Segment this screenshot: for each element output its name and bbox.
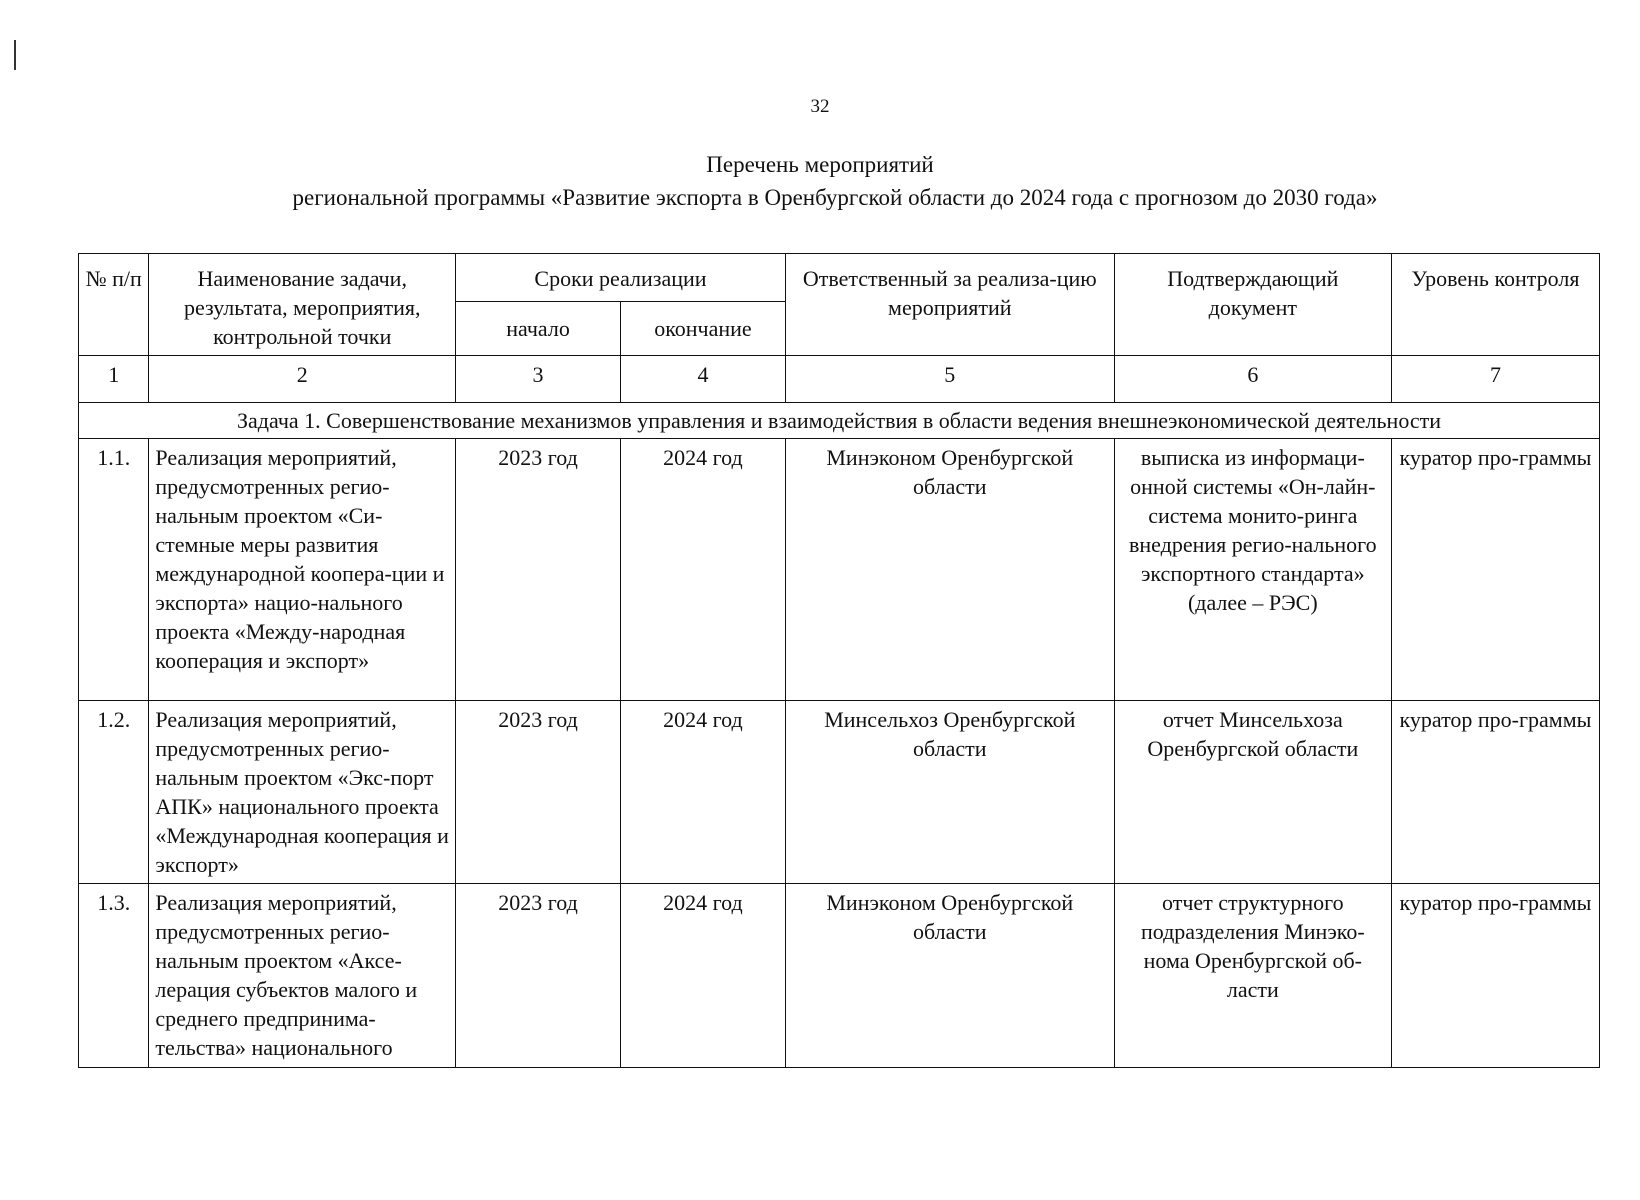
document-title xyxy=(0,148,1640,214)
task-title: Задача 1. Совершенствование механизмов управления и взаимодействия в области ведения внешнеэкономической деятельности xyxy=(79,403,1600,439)
scan-edge-mark xyxy=(14,40,16,70)
column-number: 4 xyxy=(621,356,786,403)
row-document: выписка из информаци-онной системы «Он-лайн-система монито-ринга внедрения регио-нального экспортного стандарта» (далее – РЭС) xyxy=(1114,439,1391,701)
table-row xyxy=(79,884,1600,1068)
row-control: куратор про-граммы xyxy=(1391,701,1599,884)
page-number: 32 xyxy=(810,96,830,117)
row-start: 2023 год xyxy=(456,884,621,1068)
column-number: 7 xyxy=(1391,356,1599,403)
row-start: 2023 год xyxy=(456,701,621,884)
row-number: 1.1. xyxy=(79,439,149,701)
row-name: Реализация мероприятий, предусмотренных регио-нальным проектом «Си-стемные меры развития международной коопера-ции и экспорта» нацио-нального проекта «Между-народная кооперация и экспорт» xyxy=(149,439,456,701)
row-number: 1.2. xyxy=(79,701,149,884)
task-row xyxy=(79,403,1600,439)
row-end: 2024 год xyxy=(621,701,786,884)
row-number: 1.3. xyxy=(79,884,149,1068)
column-number: 6 xyxy=(1114,356,1391,403)
row-responsible: Минэконом Оренбургской области xyxy=(785,884,1114,1068)
row-end: 2024 год xyxy=(621,439,786,701)
row-document: отчет Минсельхоза Оренбургской области xyxy=(1114,701,1391,884)
table-header-row xyxy=(79,254,1600,302)
header-end: окончание xyxy=(621,301,786,355)
column-number: 1 xyxy=(79,356,149,403)
table-row xyxy=(79,439,1600,701)
table-row xyxy=(79,701,1600,884)
column-number: 3 xyxy=(456,356,621,403)
header-name: Наименование задачи, результата, мероприятия, контрольной точки xyxy=(149,254,456,356)
title-line-2: региональной программы «Развитие экспорта в Оренбургской области до 2024 года с прогнозом до 2030 года» xyxy=(292,185,1378,210)
row-document: отчет структурного подразделения Минэко-нома Оренбургской об-ласти xyxy=(1114,884,1391,1068)
row-start: 2023 год xyxy=(456,439,621,701)
header-control: Уровень контроля xyxy=(1391,254,1599,356)
row-responsible: Минэконом Оренбургской области xyxy=(785,439,1114,701)
header-document: Подтверждающий документ xyxy=(1114,254,1391,356)
header-responsible: Ответственный за реализа-цию мероприятий xyxy=(785,254,1114,356)
row-name: Реализация мероприятий, предусмотренных регио-нальным проектом «Аксе-лерация субъектов малого и среднего предпринима-тельства» национального xyxy=(149,884,456,1068)
column-number: 2 xyxy=(149,356,456,403)
header-period: Сроки реализации xyxy=(456,254,786,302)
row-control: куратор про-граммы xyxy=(1391,439,1599,701)
column-number: 5 xyxy=(785,356,1114,403)
header-start: начало xyxy=(456,301,621,355)
title-line-1: Перечень мероприятий xyxy=(706,152,934,177)
row-responsible: Минсельхоз Оренбургской области xyxy=(785,701,1114,884)
events-table xyxy=(78,253,1600,1068)
row-end: 2024 год xyxy=(621,884,786,1068)
row-name: Реализация мероприятий, предусмотренных регио-нальным проектом «Экс-порт АПК» национального проекта «Международная кооперация и экспорт» xyxy=(149,701,456,884)
header-num: № п/п xyxy=(79,254,149,356)
column-number-row xyxy=(79,356,1600,403)
row-control: куратор про-граммы xyxy=(1391,884,1599,1068)
